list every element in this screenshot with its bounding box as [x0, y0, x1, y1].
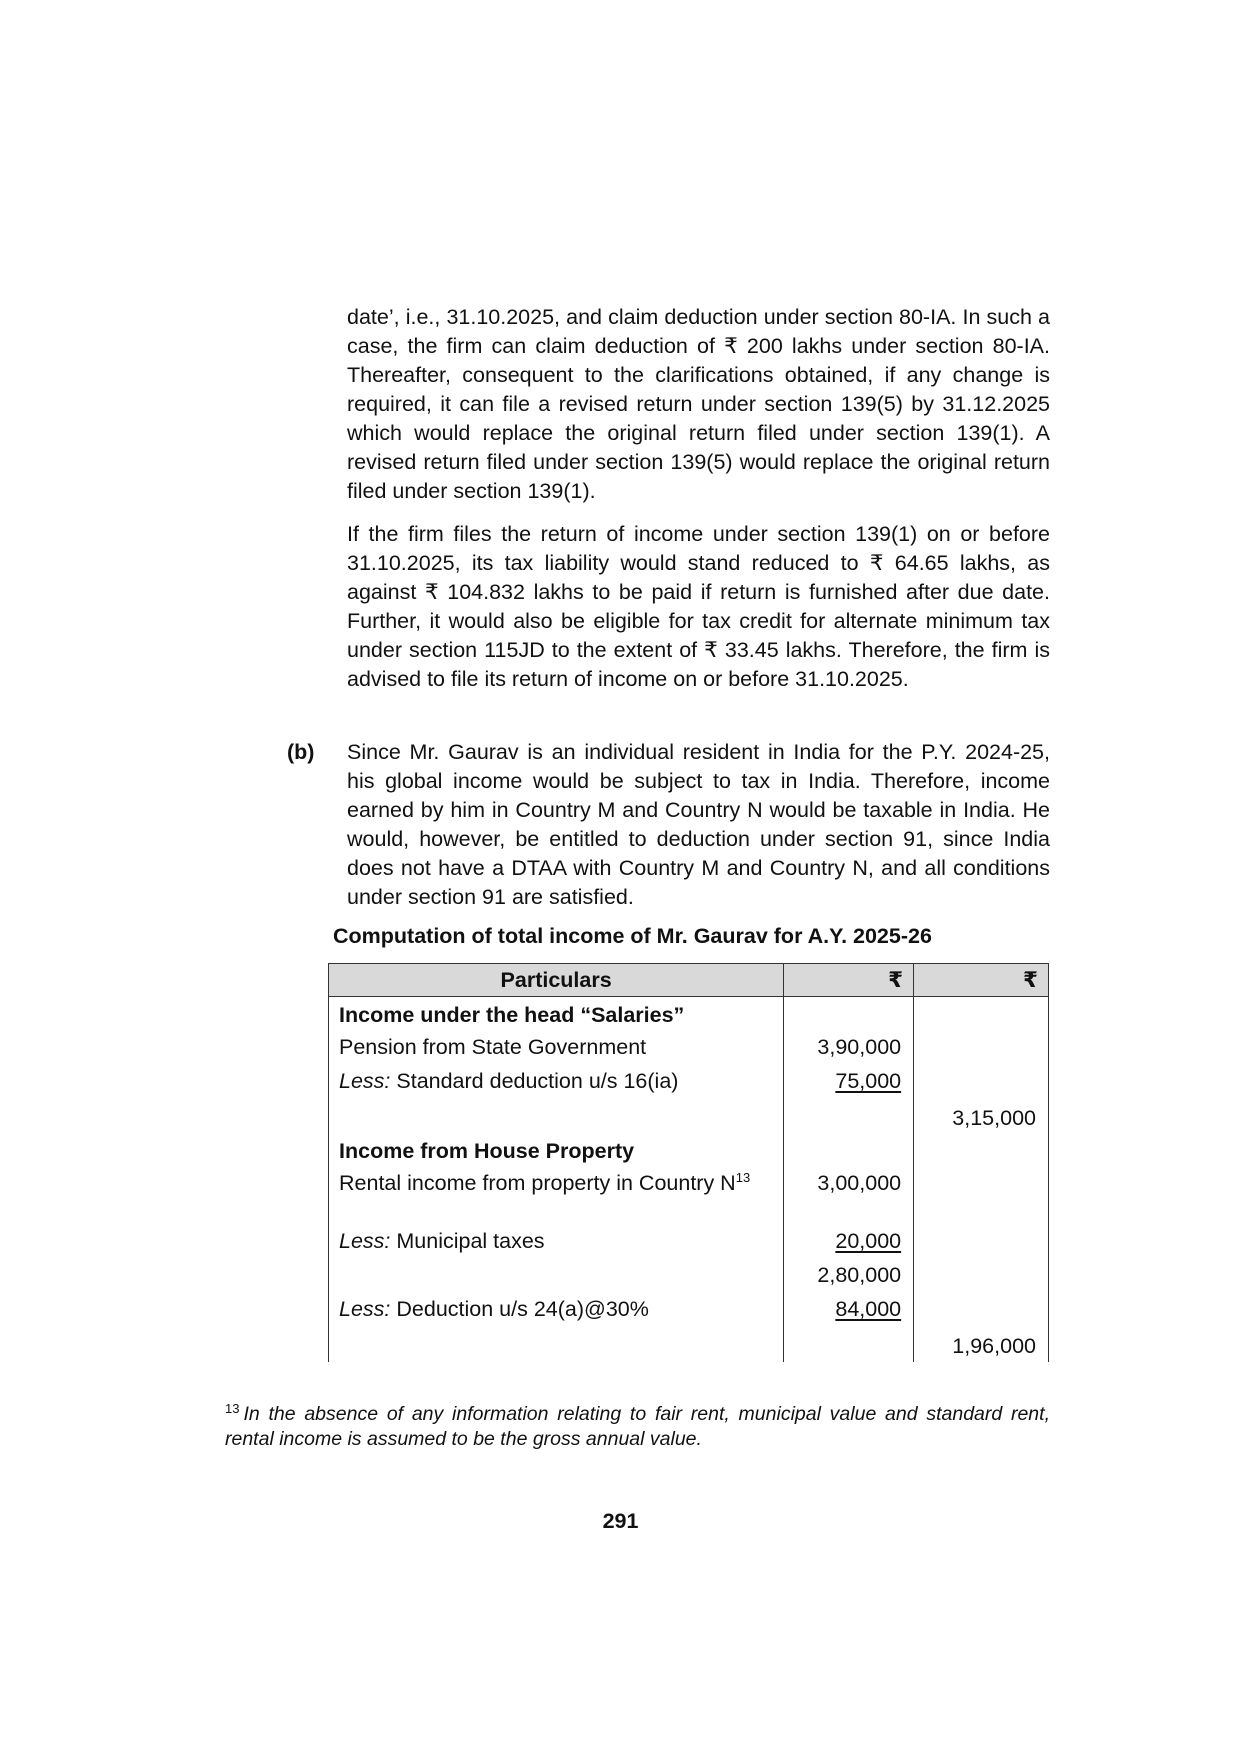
- house-property-total: 1,96,000: [914, 1328, 1049, 1362]
- table-row: [329, 1260, 1049, 1294]
- page-number: 291: [602, 1509, 639, 1533]
- footnote-number: 13: [225, 1400, 240, 1416]
- table-row: [329, 1100, 1049, 1134]
- rental-cell: [329, 1168, 784, 1226]
- header-rupee-1: ₹: [784, 964, 914, 997]
- nav-value: 2,80,000: [784, 1260, 914, 1294]
- table-row: [329, 1066, 1049, 1100]
- std-deduction-label: Standard deduction u/s 16(ia): [396, 1068, 679, 1093]
- ded24-value: 84,000: [835, 1296, 902, 1321]
- less-prefix: Less:: [339, 1296, 391, 1321]
- paragraph-tax-liability: If the firm files the return of income under section 139(1) on or before 31.10.2025, its tax liability would stand reduced to ₹ 64.65 lakhs, as against ₹ 104.832 lakhs to be paid if return is furnished after due date. Further, it would also be eligible for tax credit for alternate minimum tax under section 115JD to the extent of ₹ 33.45 lakhs. Therefore, the firm is advised to file its return of income on or before 31.10.2025.: [347, 522, 1050, 691]
- header-particulars: Particulars: [329, 964, 784, 997]
- table-row: [329, 1134, 1049, 1168]
- table-row: [329, 997, 1049, 1032]
- rental-value: 3,00,000: [784, 1168, 914, 1226]
- table-row: [329, 1294, 1049, 1328]
- std-deduction-cell: [329, 1066, 784, 1100]
- salaries-heading: Income under the head “Salaries”: [329, 997, 784, 1032]
- std-deduction-value: 75,000: [835, 1068, 902, 1093]
- rental-label: Rental income from property in Country N: [339, 1170, 736, 1195]
- table-header-row: [329, 964, 1049, 997]
- footnote-ref: 13: [735, 1169, 751, 1185]
- municipal-label: Municipal taxes: [396, 1228, 545, 1253]
- less-prefix: Less:: [339, 1068, 391, 1093]
- pension-label: Pension from State Government: [329, 1032, 784, 1066]
- table-row: [329, 1168, 1049, 1226]
- ded24-cell: [329, 1294, 784, 1328]
- house-property-heading: Income from House Property: [329, 1134, 784, 1168]
- less-prefix: Less:: [339, 1228, 391, 1253]
- income-computation-table: [328, 963, 1049, 1362]
- pension-value: 3,90,000: [784, 1032, 914, 1066]
- salary-total: 3,15,000: [914, 1100, 1049, 1134]
- footnote-text: In the absence of any information relating to fair rent, municipal value and standard rent, rental income is assumed to be the gross annual value.: [225, 1403, 1050, 1450]
- table-row: [329, 1032, 1049, 1066]
- ded24-label: Deduction u/s 24(a)@30%: [396, 1296, 649, 1321]
- municipal-cell: [329, 1226, 784, 1260]
- part-b-label: (b): [287, 740, 315, 764]
- footnote: [225, 1402, 1050, 1452]
- header-rupee-2: ₹: [914, 964, 1049, 997]
- table-caption: Computation of total income of Mr. Gaurav for A.Y. 2025-26: [333, 924, 932, 948]
- table-row: [329, 1328, 1049, 1362]
- table-row: [329, 1226, 1049, 1260]
- paragraph-gaurav-residency: Since Mr. Gaurav is an individual resident in India for the P.Y. 2024-25, his global income would be subject to tax in India. Therefore, income earned by him in Country M and Country N would be taxable in India. He would, however, be entitled to deduction under section 91, since India does not have a DTAA with Country M and Country N, and all conditions under section 91 are satisfied.: [347, 740, 1050, 909]
- municipal-value: 20,000: [835, 1228, 902, 1253]
- paragraph-80ia-return: date’, i.e., 31.10.2025, and claim deduction under section 80-IA. In such a case, the firm can claim deduction of ₹ 200 lakhs under section 80-IA. Thereafter, consequent to the clarifications obtained, if any change is required, it can file a revised return under section 139(5) by 31.12.2025 which would replace the original return filed under section 139(1). A revised return filed under section 139(5) would replace the original return filed under section 139(1).: [347, 305, 1050, 503]
